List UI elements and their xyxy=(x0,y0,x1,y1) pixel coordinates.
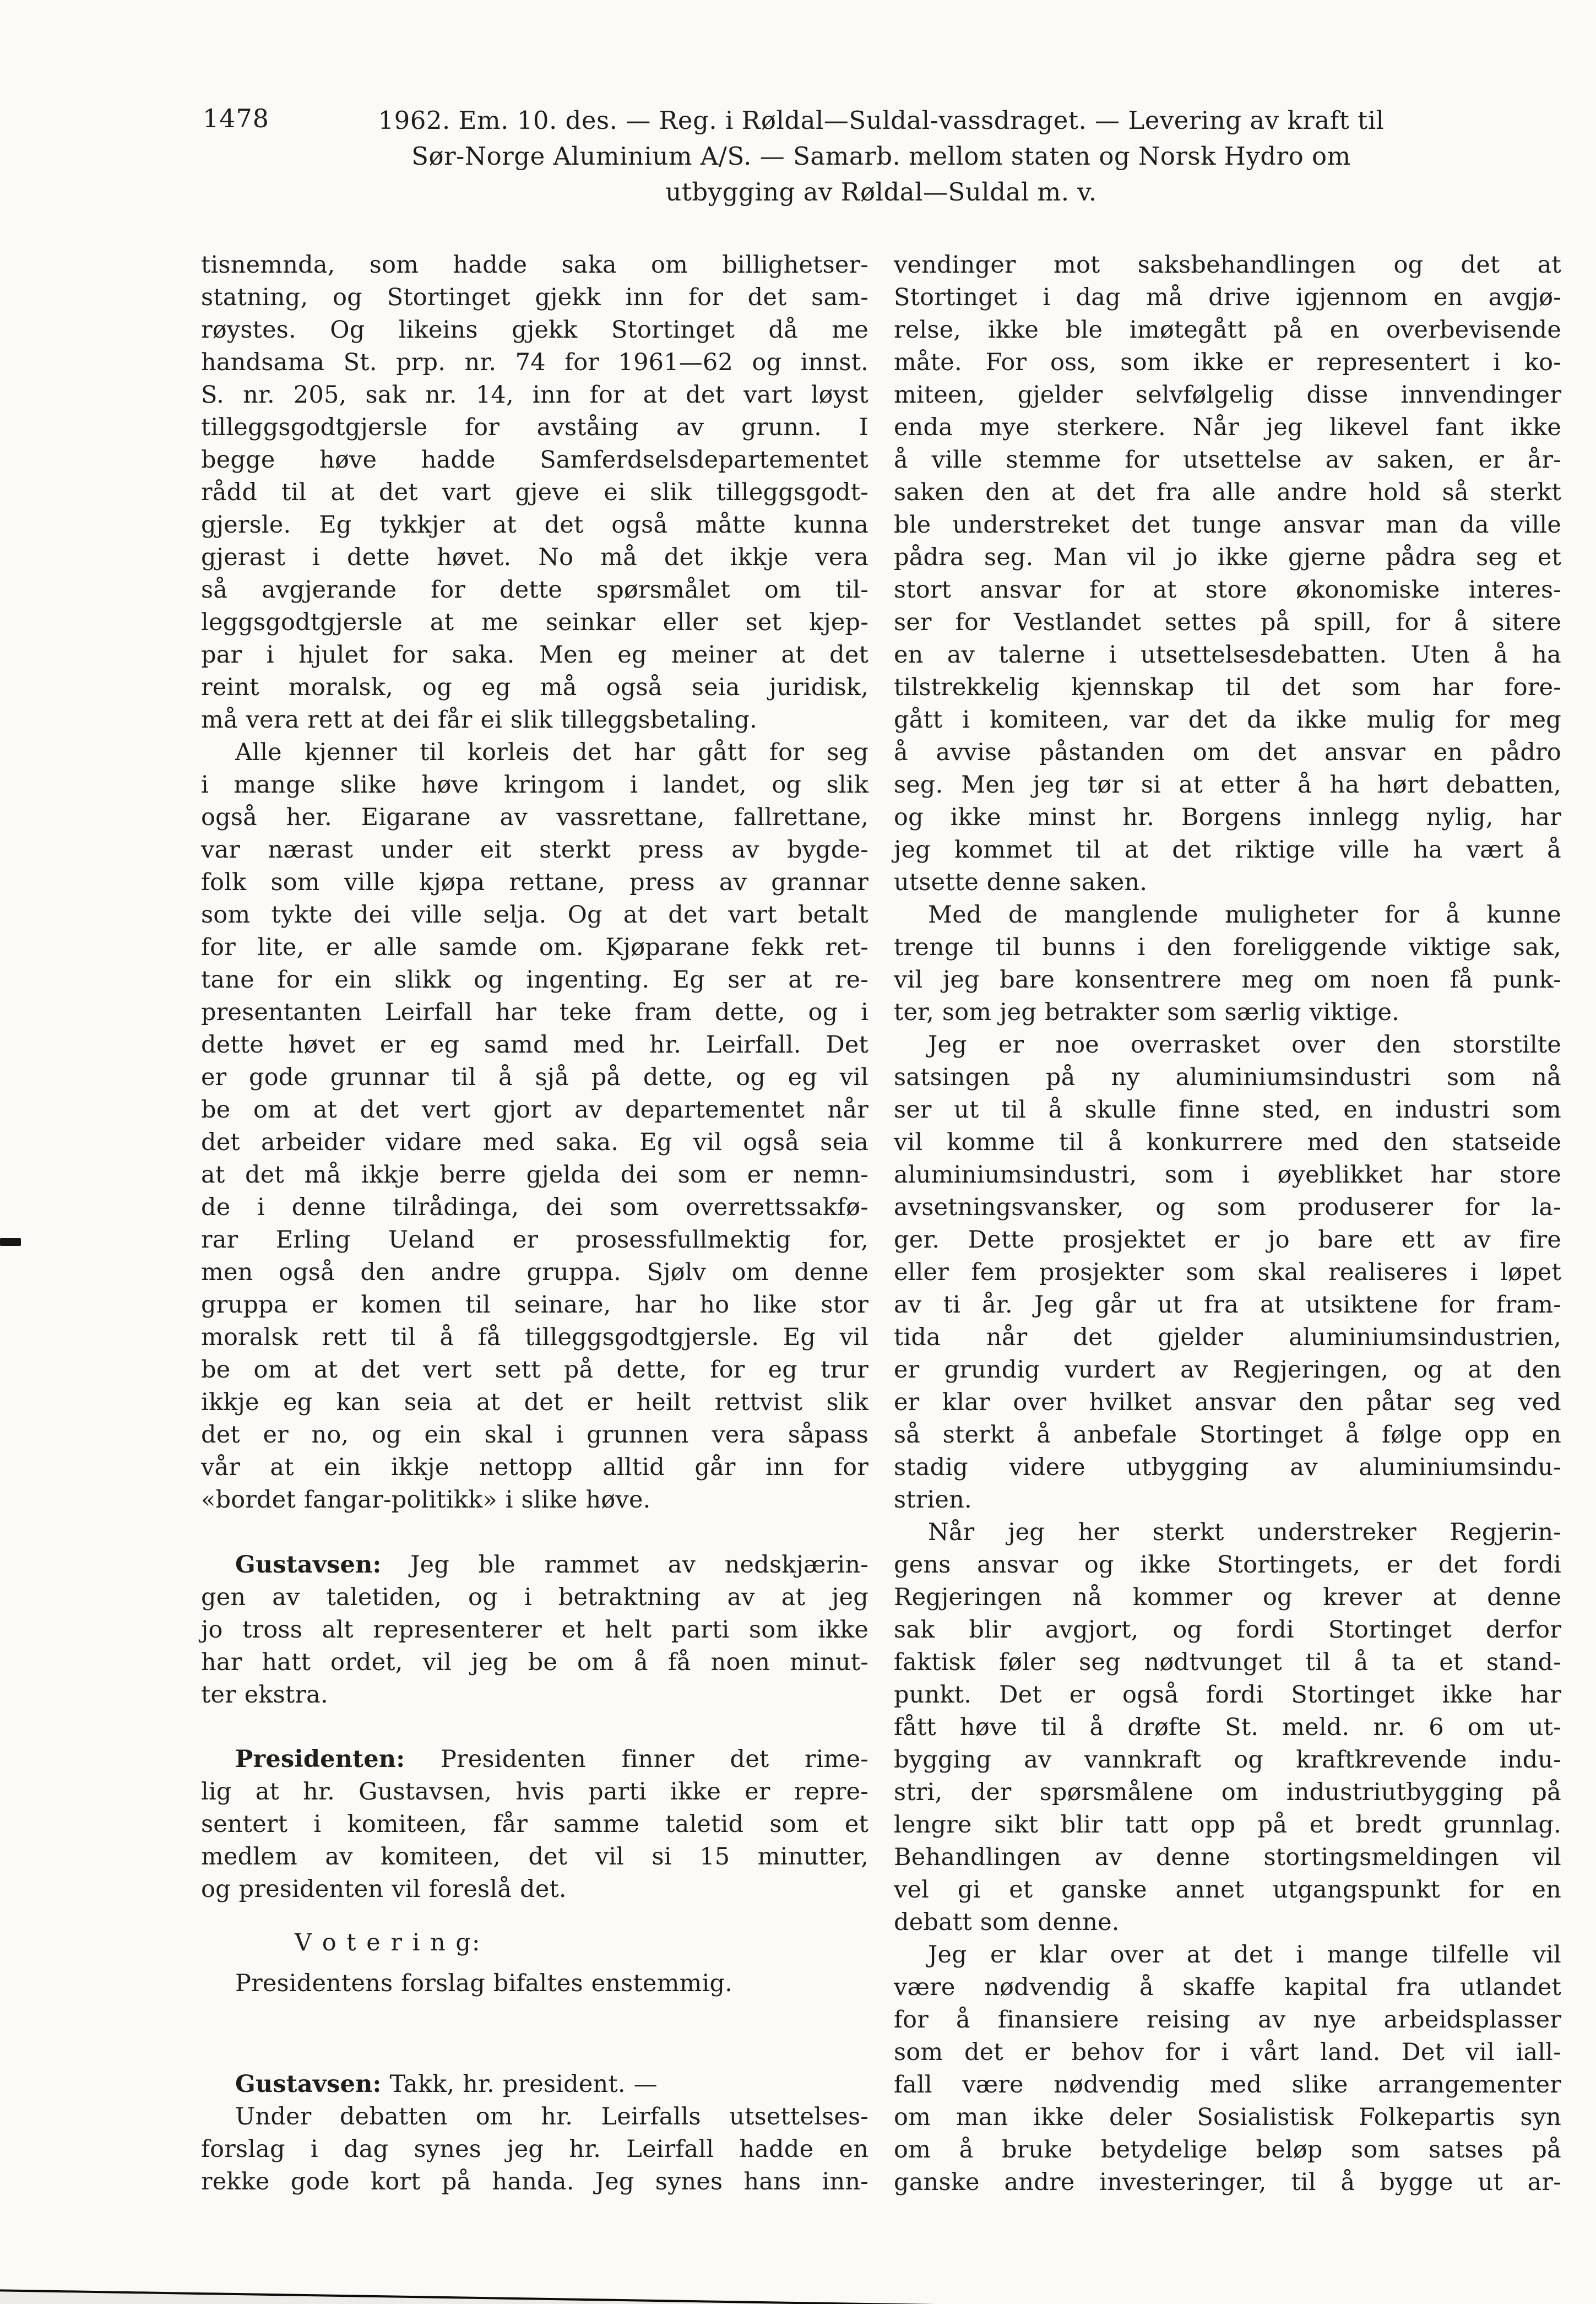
text-line: Jeg er klar over at det i mange tilfelle vil xyxy=(928,1941,1561,1969)
text-line: gått i komiteen, var det da ikke mulig for meg xyxy=(894,706,1561,734)
text-line: par i hjulet for saka. Men eg meiner at det xyxy=(201,641,868,669)
text-line: som det er behov for i vårt land. Det vil iall- xyxy=(894,2039,1561,2066)
text-line: stri, der spørsmålene om industriutbygging på xyxy=(894,1779,1561,1806)
text-line: en av talerne i utsettelsesdebatten. Uten å ha xyxy=(894,641,1561,669)
text-line: tilleggsgodtgjersle for avståing av grunn. I xyxy=(201,414,868,441)
text-line: vil komme til å konkurrere med den statseide xyxy=(894,1129,1561,1156)
page-number: 1478 xyxy=(203,104,270,133)
text-line: S. nr. 205, sak nr. 14, inn for at det vart løyst xyxy=(201,381,868,409)
text-line: være nødvendig å skaffe kapital fra utlandet xyxy=(894,1974,1561,2001)
text-line: vår at ein ikkje nettopp alltid går inn for xyxy=(201,1454,868,1481)
text-line: rekke gode kort på handa. Jeg synes hans inn- xyxy=(201,2168,868,2195)
text-line: saken den at det fra alle andre hold så sterkt xyxy=(894,479,1561,506)
text-line: om å bruke betydelige beløp som satses på xyxy=(894,2136,1561,2164)
text-line: sentert i komiteen, får samme taletid som et xyxy=(201,1810,868,1838)
text-line: ter, som jeg betrakter som særlig viktige. xyxy=(894,999,1400,1026)
text-line: forslag i dag synes jeg hr. Leirfall hadde en xyxy=(201,2135,868,2163)
text-line: å avvise påstanden om det ansvar en pådro xyxy=(894,739,1561,766)
text-line: gjersle. Eg tykkjer at det også måtte kunna xyxy=(201,511,868,539)
text-line: satsingen på ny aluminiumsindustri som nå xyxy=(894,1064,1561,1091)
text-line: vel gi et ganske annet utgangspunkt for en xyxy=(894,1876,1561,1904)
text-line: som tykte dei ville selja. Og at det vart betalt xyxy=(201,901,868,929)
text-line: det er no, og ein skal i grunnen vera såpass xyxy=(201,1421,868,1449)
text-line: var nærast under eit sterkt press av bygde- xyxy=(201,836,868,864)
text-line: har hatt ordet, vil jeg be om å få noen minut- xyxy=(201,1649,868,1676)
text-line: utsette denne saken. xyxy=(894,869,1148,896)
text-line: ble understreket det tunge ansvar man da ville xyxy=(894,511,1561,539)
text-line: ger. Dette prosjektet er jo bare ett av fire xyxy=(894,1226,1561,1254)
text-line: miteen, gjelder selvfølgelig disse innvendinger xyxy=(894,381,1561,409)
text-line: Når jeg her sterkt understreker Regjerin- xyxy=(928,1519,1561,1546)
text-line: «bordet fangar-politikk» i slike høve. xyxy=(201,1486,651,1514)
text-line: presentanten Leirfall har teke fram dette, og i xyxy=(201,999,868,1026)
speaker-name: Gustavsen: xyxy=(235,2070,382,2098)
text-line: jeg kommet til at det riktige ville ha vært å xyxy=(894,836,1561,864)
scan-margin-mark xyxy=(0,1238,21,1246)
text-line: gen av taletiden, og i betraktning av at jeg xyxy=(201,1584,868,1611)
header-title-line-1: 1962. Em. 10. des. — Reg. i Røldal—Suldal-vassdraget. — Levering av kraft til xyxy=(378,106,1385,135)
text-line: folk som ville kjøpa rettane, press av grannar xyxy=(201,869,868,896)
text-line: gjerast i dette høvet. No må det ikkje vera xyxy=(201,544,868,571)
text-line: seg. Men jeg tør si at etter å ha hørt debatten, xyxy=(894,771,1561,799)
text-line: trenge til bunns i den foreliggende viktige sak, xyxy=(894,934,1561,961)
text-line: er gode grunnar til å sjå på dette, og eg vil xyxy=(201,1064,868,1091)
text-line: eller fem prosjekter som skal realiseres i løpet xyxy=(894,1259,1561,1286)
text-line: men også den andre gruppa. Sjølv om denne xyxy=(201,1259,868,1286)
text-line: Presidenten: Presidenten finner det rime- xyxy=(235,1745,868,1773)
text-line: handsama St. prp. nr. 74 for 1961—62 og innst. xyxy=(201,349,868,376)
text-line: Stortinget i dag må drive igjennom en avgjø- xyxy=(894,284,1561,311)
text-line: av ti år. Jeg går ut fra at utsiktene for fram- xyxy=(894,1291,1561,1319)
text-line: og presidenten vil foreslå det. xyxy=(201,1875,567,1903)
text-line: Gustavsen: Takk, hr. president. — xyxy=(235,2070,658,2098)
text-line: rådd til at det vart gjeve ei slik tilleggsgodt- xyxy=(201,479,868,506)
text-line: gens ansvar og ikke Stortingets, er det fordi xyxy=(894,1551,1561,1579)
text-line: det arbeider vidare med saka. Eg vil også seia xyxy=(201,1129,868,1156)
text-line: relse, ikke ble imøtegått på en overbevisende xyxy=(894,316,1561,344)
text-line: Med de manglende muligheter for å kunne xyxy=(928,901,1561,929)
text-line: Behandlingen av denne stortingsmeldingen vil xyxy=(894,1844,1561,1871)
text-line: V o t e r i n g: xyxy=(295,1929,481,1956)
text-line: fått høve til å drøfte St. meld. nr. 6 om ut- xyxy=(894,1714,1561,1741)
text-line: måte. For oss, som ikke er representert i ko- xyxy=(894,349,1561,376)
text-line: ter ekstra. xyxy=(201,1681,328,1709)
text-line: avsetningsvansker, og som produserer for la- xyxy=(894,1194,1561,1221)
text-line: fall være nødvendig med slike arrangementer xyxy=(894,2071,1561,2099)
text-line: må vera rett at dei får ei slik tilleggsbetaling. xyxy=(201,706,758,734)
text-line: moralsk rett til å få tilleggsgodtgjersle. Eg vil xyxy=(201,1324,868,1351)
left-text-column xyxy=(201,249,868,2198)
text-line: rar Erling Ueland er prosessfullmektig for, xyxy=(201,1226,868,1254)
text-line: Presidentens forslag bifaltes enstemmig. xyxy=(235,1970,733,1997)
text-line: ser ut til å skulle finne sted, en industri som xyxy=(894,1096,1561,1124)
text-line: Alle kjenner til korleis det har gått for seg xyxy=(235,739,868,766)
text-line: be om at det vert sett på dette, for eg trur xyxy=(201,1356,868,1384)
header-title-line-3: utbygging av Røldal—Suldal m. v. xyxy=(665,177,1097,207)
text-line: tane for ein slikk og ingenting. Eg ser at re- xyxy=(201,966,868,994)
text-line: bygging av vannkraft og kraftkrevende indu- xyxy=(894,1746,1561,1774)
text-line: punkt. Det er også fordi Stortinget ikke har xyxy=(894,1681,1561,1709)
text-line: statning, og Stortinget gjekk inn for det sam- xyxy=(201,284,868,311)
text-line: faktisk føler seg nødtvunget til å ta et stand- xyxy=(894,1649,1561,1676)
text-line: ganske andre investeringer, til å bygge ut ar- xyxy=(894,2169,1561,2196)
text-line: Regjeringen nå kommer og krever at denne xyxy=(894,1584,1561,1611)
text-line: at det må ikkje berre gjelda dei som er nemn- xyxy=(201,1161,868,1189)
text-line: tilstrekkelig kjennskap til det som har fore- xyxy=(894,674,1561,701)
text-line: reint moralsk, og eg må også seia juridisk, xyxy=(201,674,868,701)
text-line: også her. Eigarane av vassrettane, fallrettane, xyxy=(201,804,868,831)
text-line: dette høvet er eg samd med hr. Leirfall. Det xyxy=(201,1031,868,1059)
speaker-name: Gustavsen: xyxy=(235,1551,382,1579)
text-line: og ikke minst hr. Borgens innlegg nylig, har xyxy=(894,804,1561,831)
text-line: ikkje eg kan seia at det er heilt rettvist slik xyxy=(201,1389,868,1416)
text-line: vil jeg bare konsentrere meg om noen få punk- xyxy=(894,966,1561,994)
text-line: stadig videre utbygging av aluminiumsindu- xyxy=(894,1454,1561,1481)
text-line: vendinger mot saksbehandlingen og det at xyxy=(894,251,1561,279)
text-line: Gustavsen: Jeg ble rammet av nedskjærin- xyxy=(235,1551,868,1579)
text-line: tida når det gjelder aluminiumsindustrien, xyxy=(894,1324,1561,1351)
text-line: Under debatten om hr. Leirfalls utsettelses- xyxy=(235,2103,868,2130)
right-text-column xyxy=(894,249,1561,2199)
text-line: sak blir avgjort, og fordi Stortinget derfor xyxy=(894,1616,1561,1644)
text-line: gruppa er komen til seinare, har ho like stor xyxy=(201,1291,868,1319)
text-line: så sterkt å anbefale Stortinget å følge opp en xyxy=(894,1421,1561,1449)
text-line: om man ikke deler Sosialistisk Folkepartis syn xyxy=(894,2104,1561,2131)
text-line: er grundig vurdert av Regjeringen, og at den xyxy=(894,1356,1561,1384)
text-line: er klar over hvilket ansvar den påtar seg ved xyxy=(894,1389,1561,1416)
text-line: røystes. Og likeins gjekk Stortinget då me xyxy=(201,316,868,344)
text-line: lig at hr. Gustavsen, hvis parti ikke er repre- xyxy=(201,1778,868,1806)
text-line: medlem av komiteen, det vil si 15 minutter, xyxy=(201,1843,868,1871)
text-line: strien. xyxy=(894,1486,972,1514)
text-line: å ville stemme for utsettelse av saken, er år- xyxy=(894,446,1561,474)
text-line: de i denne tilrådinga, dei som overrettssakfø- xyxy=(201,1194,868,1221)
text-line: begge høve hadde Samferdselsdepartementet xyxy=(201,446,868,474)
text-line: tisnemnda, som hadde saka om billighetser- xyxy=(201,251,868,279)
text-line: enda mye sterkere. Når jeg likevel fant ikke xyxy=(894,414,1561,441)
text-line: pådra seg. Man vil jo ikke gjerne pådra seg et xyxy=(894,544,1561,571)
text-line: be om at det vert gjort av departementet når xyxy=(201,1096,868,1124)
header-title xyxy=(201,102,1561,210)
text-line: ser for Vestlandet settes på spill, for å sitere xyxy=(894,609,1561,636)
text-line: for lite, er alle samde om. Kjøparane fekk ret- xyxy=(201,934,868,961)
text-line: debatt som denne. xyxy=(894,1909,1120,1936)
text-line: i mange slike høve kringom i landet, og slik xyxy=(201,771,868,799)
text-line: så avgjerande for dette spørsmålet om til- xyxy=(201,576,868,604)
text-line: stort ansvar for at store økonomiske interes- xyxy=(894,576,1561,604)
text-line: Jeg er noe overrasket over den storstilte xyxy=(928,1031,1561,1059)
text-line: aluminiumsindustri, som i øyeblikket har store xyxy=(894,1161,1561,1189)
text-line: lengre sikt blir tatt opp på et bredt grunnlag. xyxy=(894,1811,1561,1839)
text-line: for å finansiere reising av nye arbeidsplasser xyxy=(894,2006,1561,2034)
text-line: leggsgodtgjersle at me seinkar eller set kjep- xyxy=(201,609,868,636)
text-line: jo tross alt representerer et helt parti som ikke xyxy=(201,1616,868,1644)
header-title-line-2: Sør-Norge Aluminium A/S. — Samarb. mellom staten og Norsk Hydro om xyxy=(411,142,1351,171)
speaker-name: Presidenten: xyxy=(235,1745,405,1773)
